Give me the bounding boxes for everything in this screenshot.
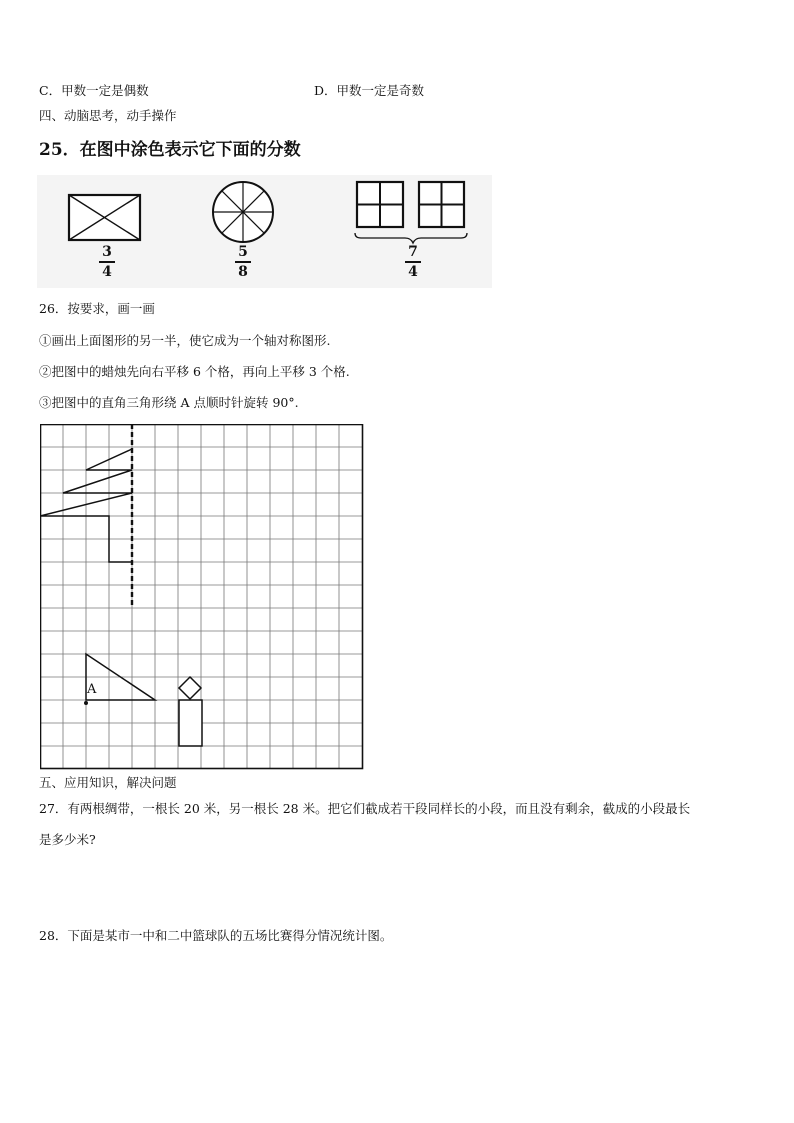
rectangle-with-diagonals[interactable] bbox=[69, 195, 140, 240]
brace bbox=[355, 233, 467, 243]
q26-item-1: ①画出上面图形的另一半，使它成为一个轴对称图形. bbox=[39, 333, 331, 348]
q26-title: 26．按要求，画一画 bbox=[39, 301, 155, 316]
candle-flame bbox=[179, 677, 201, 699]
q26-item-3: ③把图中的直角三角形绕 A 点顺时针旋转 90°. bbox=[39, 395, 299, 410]
point-a-label: A bbox=[87, 682, 97, 697]
q25-title: 25．在图中涂色表示它下面的分数 bbox=[39, 140, 301, 160]
circle-eight-parts[interactable] bbox=[213, 182, 273, 242]
numerator: 5 bbox=[238, 244, 248, 260]
square-four-parts-left[interactable] bbox=[357, 182, 403, 227]
option-c: C．甲数一定是偶数 bbox=[39, 83, 149, 98]
fraction-seven-quarters bbox=[403, 244, 423, 280]
drawing-grid[interactable] bbox=[40, 424, 364, 770]
fraction-bar bbox=[99, 261, 115, 263]
fraction-bar bbox=[235, 261, 251, 263]
grid-svg[interactable] bbox=[40, 424, 364, 770]
section-5-heading: 五、应用知识，解决问题 bbox=[39, 775, 177, 790]
denominator: 4 bbox=[102, 263, 112, 280]
fraction-bar bbox=[405, 261, 421, 263]
numerator: 7 bbox=[408, 244, 418, 260]
q27-line-2: 是多少米? bbox=[39, 832, 96, 847]
candle[interactable] bbox=[179, 677, 202, 746]
fraction-three-quarters bbox=[97, 244, 117, 280]
q28-title: 28．下面是某市一中和二中篮球队的五场比赛得分情况统计图。 bbox=[39, 928, 393, 943]
fraction-five-eighths bbox=[233, 244, 253, 280]
denominator: 4 bbox=[408, 263, 418, 280]
square-four-parts-right[interactable] bbox=[419, 182, 464, 227]
q26-item-2: ②把图中的蜡烛先向右平移 6 个格，再向上平移 3 个格. bbox=[39, 364, 350, 379]
point-a-dot bbox=[84, 701, 88, 705]
candle-body bbox=[179, 700, 202, 746]
numerator: 3 bbox=[102, 244, 112, 260]
q27-line-1: 27．有两根绸带，一根长 20 米，另一根长 28 米。把它们截成若干段同样长的小段，而且没有剩余，截成的小段最长 bbox=[39, 801, 691, 816]
section-4-heading: 四、动脑思考，动手操作 bbox=[39, 108, 177, 123]
denominator: 8 bbox=[238, 263, 248, 280]
option-d: D．甲数一定是奇数 bbox=[314, 83, 425, 98]
